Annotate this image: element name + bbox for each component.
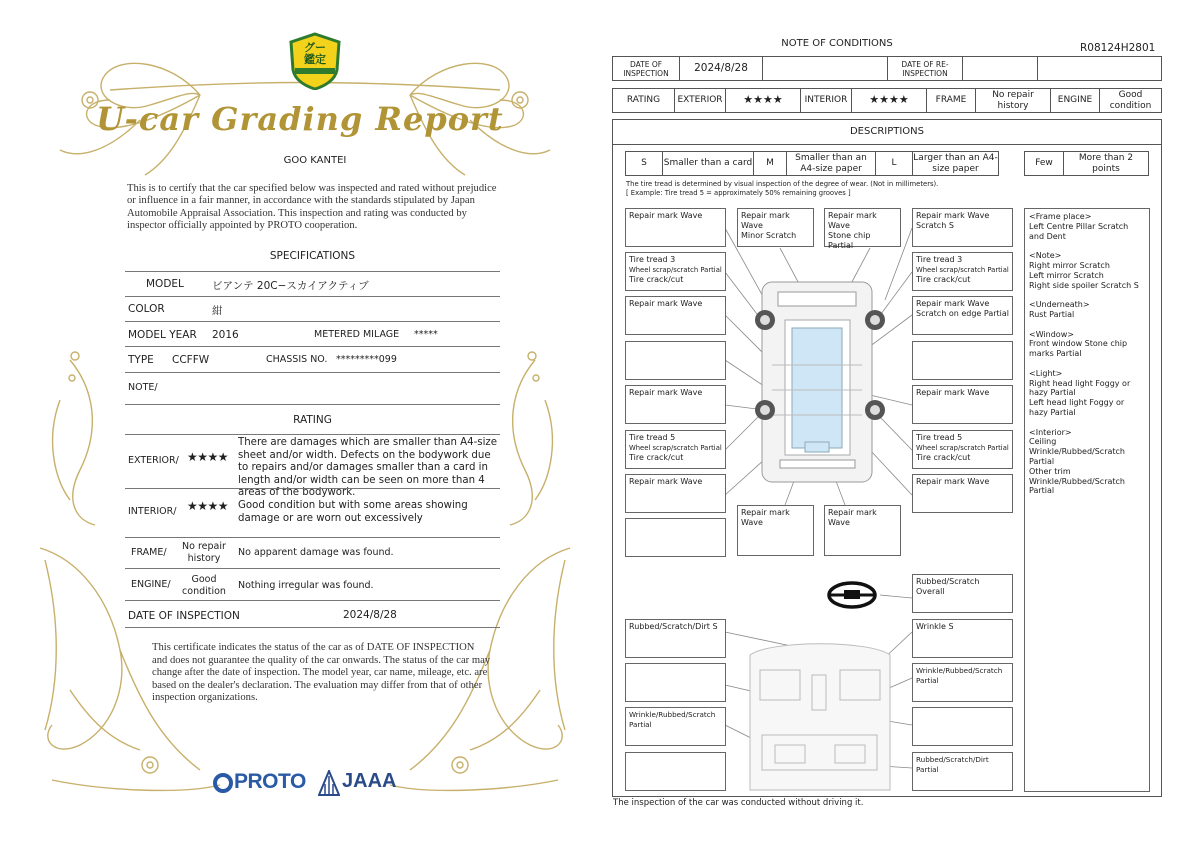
date-inspection-label: DATE OF INSPECTION — [612, 56, 680, 81]
note-line — [1029, 359, 1145, 369]
date-of-inspection-value: 2024/8/28 — [343, 609, 397, 621]
sheet-title: NOTE OF CONDITIONS — [781, 38, 893, 49]
note-line: Other trim — [1029, 466, 1071, 476]
model-label: MODEL — [146, 278, 184, 290]
steering-wheel-icon — [829, 583, 875, 607]
divider — [125, 404, 500, 405]
empty-box — [625, 518, 726, 557]
model-year-label: MODEL YEAR — [128, 329, 197, 341]
certificate-intro: This is to certify that the car specified below was inspected and rated without prejudice or influence in a fair manner, in accordance with the standards stipulated by Japan Automobile Appraisal Association. This inspection and rating was conducted by inspector officially appointed by PROTO cooperation. — [127, 183, 497, 232]
chassis-label: CHASSIS NO. — [266, 354, 328, 365]
note-line: <Underneath> — [1029, 300, 1090, 310]
interior-description: Good condition but with some areas showing damage or are worn out excessively — [238, 500, 468, 524]
note-line: <Window> — [1029, 329, 1074, 339]
engine-label: ENGINE — [1050, 88, 1100, 113]
exterior-description: There are damages which are smaller than A4-size sheet and/or width. Defects on the bodywork due to repairs and/or damages smaller than a card in length and/or width can be seen on more than 4 areas of the bodywork. — [238, 437, 498, 499]
note-line: Wrinkle/Rubbed/Scratch Partial — [1029, 476, 1125, 496]
interior-stars: ★★★★ — [851, 88, 927, 113]
exterior-stars: ★★★★ — [187, 450, 229, 464]
note-line: Right side spoiler Scratch S — [1029, 280, 1139, 290]
exterior-label: EXTERIOR/ — [128, 455, 179, 466]
divider — [125, 372, 500, 373]
mileage-value: ***** — [414, 329, 438, 340]
legend-l: L — [875, 151, 913, 176]
goo-kantei-badge — [287, 32, 343, 90]
legend-m: M — [753, 151, 787, 176]
legend-s-desc: Smaller than a card — [662, 151, 754, 176]
note-line: Left mirror Scratch — [1029, 270, 1104, 280]
tire-note-box: Tire tread 5 Wheel scrap/scratch Partial Tire crack/cut — [625, 430, 726, 469]
legend-m-desc: Smaller than an A4-size paper — [786, 151, 876, 176]
engine-label: ENGINE/ — [131, 579, 171, 590]
divider — [125, 568, 500, 569]
note-line: Ceiling — [1029, 437, 1057, 447]
note-box: Repair mark Wave — [737, 505, 814, 556]
rating-label: RATING — [612, 88, 675, 113]
certificate-subtitle: GOO KANTEI — [283, 155, 347, 166]
divider — [125, 271, 500, 272]
note-box: Repair mark Wave — [912, 474, 1013, 513]
legend-few: Few — [1024, 151, 1064, 176]
type-value: CCFFW — [172, 354, 210, 366]
legend-s: S — [625, 151, 663, 176]
note-line: Left Centre Pillar Scratch and Dent — [1029, 221, 1129, 241]
date-reinspection-label: DATE OF RE-INSPECTION — [887, 56, 963, 81]
proto-logo-icon — [212, 772, 234, 794]
empty-box — [625, 752, 726, 791]
type-label: TYPE — [128, 354, 154, 366]
engine-value: Good condition — [182, 574, 226, 597]
color-value: 紺 — [212, 305, 223, 317]
tire-note-box: Tire tread 5 Wheel scrap/scratch Partial Tire crack/cut — [912, 430, 1013, 469]
divider — [125, 600, 500, 601]
mileage-label: METERED MILAGE — [314, 329, 400, 340]
blank-cell — [962, 56, 1038, 81]
divider — [125, 434, 500, 435]
legend-l-desc: Larger than an A4-size paper — [912, 151, 999, 176]
exterior-stars: ★★★★ — [725, 88, 801, 113]
rating-heading: RATING — [293, 414, 332, 426]
certificate-footer: This certificate indicates the status of the car as of DATE OF INSPECTION and does not guarantee the quality of the car onwards. The status of the car may change after the date of inspection. The model year, car name, mileage, etc. are based on the dealer's declaration. The evaluation may differ from that of other inspection organizations. — [152, 642, 491, 703]
divider — [125, 321, 500, 322]
empty-box — [625, 663, 726, 702]
color-label: COLOR — [128, 303, 165, 315]
note-box: Repair mark Wave — [912, 385, 1013, 424]
note-box: Repair mark Wave — [625, 385, 726, 424]
note-line: Front window Stone chip marks Partial — [1029, 339, 1128, 359]
note-line: <Frame place> — [1029, 212, 1092, 221]
proto-logo: PROTO — [234, 770, 306, 793]
descriptions-heading: DESCRIPTIONS — [612, 119, 1162, 145]
note-line: Wrinkle/Rubbed/Scratch Partial — [1029, 447, 1125, 466]
note-box: Wrinkle/Rubbed/Scratch Partial — [625, 707, 726, 746]
chassis-value: *********099 — [336, 354, 397, 365]
note-line — [1029, 320, 1145, 330]
note-line: Left head light Foggy or hazy Partial — [1029, 398, 1125, 417]
exterior-label: EXTERIOR — [674, 88, 726, 113]
note-line: <Light> — [1029, 368, 1063, 378]
note-box: Rubbed/Scratch Overall — [912, 574, 1013, 613]
note-box: Rubbed/Scratch/Dirt Partial — [912, 752, 1013, 791]
note-line: Right head light Foggy or hazy Partial — [1029, 378, 1131, 398]
note-box: Rubbed/Scratch/Dirt S — [625, 619, 726, 658]
specifications-heading: SPECIFICATIONS — [269, 250, 356, 262]
tire-example: [ Example: Tire tread 5 = approximately 50% remaining grooves ] — [626, 189, 851, 197]
note-line — [1029, 418, 1145, 428]
note-box: Repair mark Wave — [625, 208, 726, 247]
divider — [125, 627, 500, 628]
empty-box — [912, 707, 1013, 746]
interior-label: INTERIOR/ — [128, 506, 177, 517]
engine-description: Nothing irregular was found. — [238, 580, 374, 591]
date-inspection-value: 2024/8/28 — [679, 56, 763, 81]
date-of-inspection-label: DATE OF INSPECTION — [128, 610, 240, 622]
jaaa-logo-icon — [318, 770, 340, 796]
jaaa-logo: JAAA — [342, 770, 397, 792]
divider — [125, 346, 500, 347]
tire-note-box: Tire tread 3 Wheel scrap/scratch Partial Tire crack/cut — [912, 252, 1013, 291]
note-line — [1029, 290, 1145, 300]
legend-few-desc: More than 2 points — [1063, 151, 1149, 176]
note-line: Right mirror Scratch — [1029, 260, 1110, 270]
divider — [125, 488, 500, 489]
note-line: <Note> — [1029, 251, 1062, 261]
interior-stars: ★★★★ — [187, 499, 229, 513]
reference-number: R08124H2801 — [1080, 42, 1156, 54]
note-label: NOTE/ — [128, 382, 158, 393]
blank-cell — [762, 56, 888, 81]
car-top-view — [755, 282, 885, 482]
note-box: Repair mark Wave — [625, 474, 726, 513]
badge-text: グー 鑑定 — [304, 41, 326, 66]
empty-box — [912, 341, 1013, 380]
note-box: Repair mark Wave — [824, 505, 901, 556]
frame-description: No apparent damage was found. — [238, 547, 394, 558]
note-box: Repair mark Wave Stone chip Partial — [824, 208, 901, 247]
note-box: Repair mark Wave Scratch on edge Partial — [912, 296, 1013, 335]
interior-label: INTERIOR — [800, 88, 852, 113]
note-line: <Interior> — [1029, 427, 1072, 437]
car-interior-diagram — [750, 644, 890, 790]
divider — [125, 537, 500, 538]
engine-value: Good condition — [1099, 88, 1162, 113]
note-box: Wrinkle S — [912, 619, 1013, 658]
note-line: Rust Partial — [1029, 309, 1075, 319]
tire-note: The tire tread is determined by visual inspection of the degree of wear. (Not in millimeters). — [626, 180, 939, 188]
divider — [125, 296, 500, 297]
condition-notes — [1024, 208, 1150, 792]
note-box: Repair mark Wave Scratch S — [912, 208, 1013, 247]
blank-cell — [1037, 56, 1162, 81]
note-box: Wrinkle/Rubbed/Scratch Partial — [912, 663, 1013, 702]
sheet-footer: The inspection of the car was conducted without driving it. — [613, 798, 864, 808]
model-value: ビアンテ 20C−スカイアクティブ — [212, 280, 369, 292]
tire-note-box: Tire tread 3 Wheel scrap/scratch Partial Tire crack/cut — [625, 252, 726, 291]
frame-value: No repair history — [975, 88, 1051, 113]
note-box: Repair mark Wave Minor Scratch — [737, 208, 814, 247]
frame-value: No repair history — [182, 541, 226, 564]
frame-label: FRAME/ — [131, 547, 167, 558]
frame-label: FRAME — [926, 88, 976, 113]
model-year-value: 2016 — [212, 329, 239, 341]
note-line — [1029, 241, 1145, 251]
empty-box — [625, 341, 726, 380]
note-box: Repair mark Wave — [625, 296, 726, 335]
certificate-title: U-car Grading Report — [96, 100, 504, 138]
